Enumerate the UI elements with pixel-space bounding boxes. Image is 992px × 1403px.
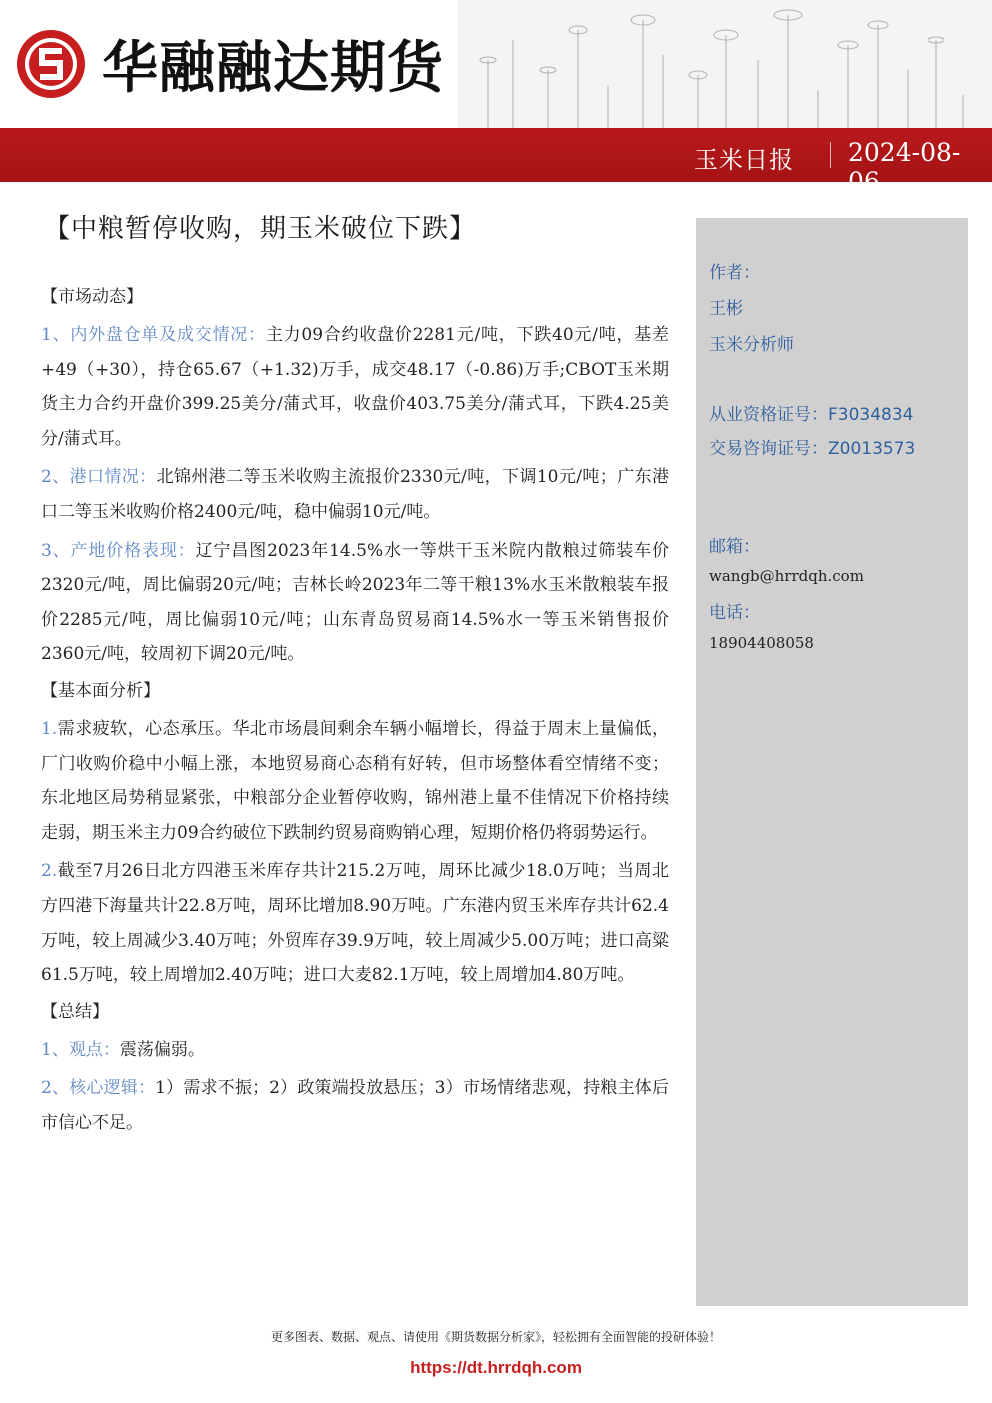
item-text: 北锦州港二等玉米收购主流报价2330元/吨，下调10元/吨；广东港口二等玉米收购价格2400元/吨，稳中偏弱10元/吨。 — [41, 467, 669, 522]
fundamental-item-1 — [41, 712, 669, 850]
phone-label: 电话： — [709, 603, 760, 623]
market-item-1 — [41, 318, 669, 456]
item-text: 主力09合约收盘价2281元/吨，下跌40元/吨，基差+49（+30），持仓65.67（+1.32)万手，成交48.17（-0.86)万手;CBOT玉米期货主力合约开盘价399.25美分/蒲式耳，收盘价403.75美分/蒲式耳，下跌4.25美分/蒲式耳。 — [41, 325, 670, 449]
brand-name: 华融融达期货 — [102, 36, 444, 101]
qualification-number: 从业资格证号：F3034834 — [709, 405, 914, 425]
item-lead: 1、观点： — [41, 1039, 120, 1060]
section-title-fundamental: 【基本面分析】 — [41, 680, 160, 701]
header-decoration — [458, 0, 992, 128]
market-item-2 — [41, 460, 669, 529]
report-type: 玉米日报 — [694, 146, 794, 174]
consult-number: 交易咨询证号：Z0013573 — [709, 439, 916, 459]
header-band — [0, 128, 992, 182]
band-divider — [830, 142, 831, 168]
section-title-market: 【市场动态】 — [41, 287, 143, 307]
author-name: 王彬 — [709, 299, 743, 319]
brand-logo — [14, 24, 444, 104]
footer-link[interactable]: https://dt.hrrdqh.com — [410, 1358, 582, 1377]
item-lead: 1. — [41, 718, 58, 739]
item-lead: 1、内外盘仓单及成交情况： — [41, 325, 266, 345]
footer-note: 更多图表、数据、观点、请使用《期货数据分析家》，轻松拥有全面智能的投研体验！ — [270, 1330, 721, 1344]
author-title: 玉米分析师 — [709, 335, 794, 355]
summary-item-1 — [41, 1033, 669, 1068]
fundamental-item-2 — [41, 854, 669, 992]
email-label: 邮箱： — [709, 537, 760, 557]
item-text: 震荡偏弱。 — [119, 1039, 205, 1060]
page-title: 【中粮暂停收购，期玉米破位下跌】 — [44, 214, 477, 244]
item-text: 1）需求不振；2）政策端投放悬压；3）市场情绪悲观，持粮主体后市信心不足。 — [41, 1078, 669, 1133]
item-lead: 2、核心逻辑： — [41, 1078, 156, 1099]
logo-icon — [14, 27, 88, 101]
item-lead: 3、产地价格表现： — [41, 540, 196, 561]
section-title-summary: 【总结】 — [41, 1001, 109, 1022]
email-value[interactable]: wangb@hrrdqh.com — [709, 567, 864, 585]
author-label: 作者： — [709, 263, 760, 283]
report-date: 2024-08-06 — [848, 138, 961, 196]
market-item-3 — [41, 534, 669, 672]
item-text: 截至7月26日北方四港玉米库存共计215.2万吨，周环比减少18.0万吨；当周北方四港下海量共计22.8万吨，周环比增加8.90万吨。广东港内贸玉米库存共计62.4万吨，较上周减少3.40万吨；外贸库存39.9万吨，较上周减少5.00万吨；进口高粱61.5万吨，较上周增加2.40万吨；进口大麦82.1万吨，较上周增加4.80万吨。 — [41, 861, 669, 986]
item-lead: 2、港口情况： — [41, 467, 157, 488]
author-sidebar — [696, 218, 968, 1306]
summary-item-2 — [41, 1071, 669, 1140]
phone-value: 18904408058 — [709, 634, 814, 652]
item-text: 需求疲软，心态承压。华北市场晨间剩余车辆小幅增长，得益于周末上量偏低，厂门收购价稳中小幅上涨，本地贸易商心态稍有好转，但市场整体看空情绪不变；东北地区局势稍显紧张，中粮部分企业暂停收购，锦州港上量不佳情况下价格持续走弱，期玉米主力09合约破位下跌制约贸易商购销心理，短期价格仍将弱势运行。 — [41, 718, 669, 843]
main-content — [41, 282, 669, 1144]
item-text: 辽宁昌图2023年14.5%水一等烘干玉米院内散粮过筛装车价2320元/吨，周比偏弱20元/吨；吉林长岭2023年二等干粮13%水玉米散粮装车报价2285元/吨，周比偏弱10元/吨；山东青岛贸易商14.5%水一等玉米销售报价2360元/吨，较周初下调20元/吨。 — [41, 540, 669, 665]
item-lead: 2. — [41, 861, 58, 882]
